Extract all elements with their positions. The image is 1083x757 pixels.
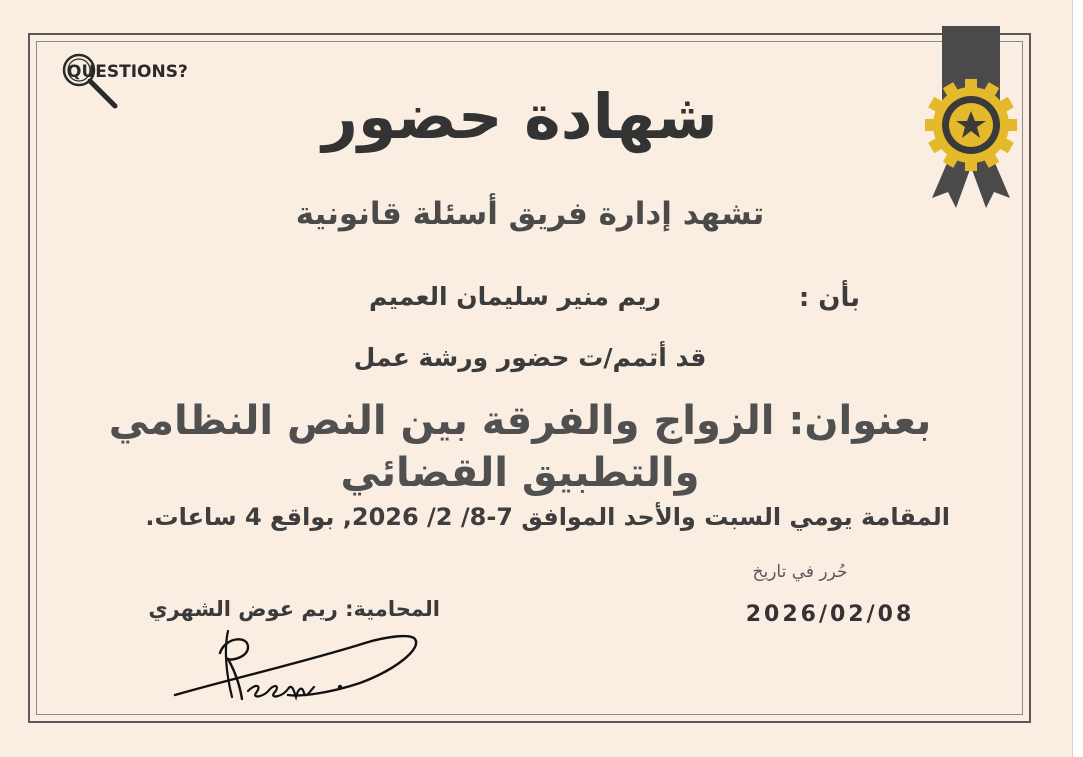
that-label: بأن :: [798, 283, 860, 313]
signer-name: المحامية: ريم عوض الشهري: [148, 597, 440, 621]
workshop-subject: بعنوان: الزواج والفرقة بين النص النظامي والتطبيق القضائي: [108, 398, 932, 496]
issued-label: حُرر في تاريخ: [752, 562, 848, 582]
logo-text: QUESTIONS?: [67, 62, 188, 82]
recipient-name: ريم منير سليمان العميم: [368, 282, 662, 311]
certificate-title: شهادة حضور: [322, 80, 718, 153]
issued-date: 2026/02/08: [745, 602, 915, 627]
handwritten-signature: [170, 625, 430, 710]
issuer-line: تشهد إدارة فريق أسئلة قانونية: [295, 196, 765, 232]
completed-line: قد أتمم/ت حضور ورشة عمل: [353, 343, 707, 372]
questions-logo: [55, 48, 205, 114]
medal-badge-icon: [920, 26, 1020, 216]
schedule-line: المقامة يومي السبت والأحد الموافق 7-8/ 2/ 2026, بواقع 4 ساعات.: [145, 503, 950, 531]
